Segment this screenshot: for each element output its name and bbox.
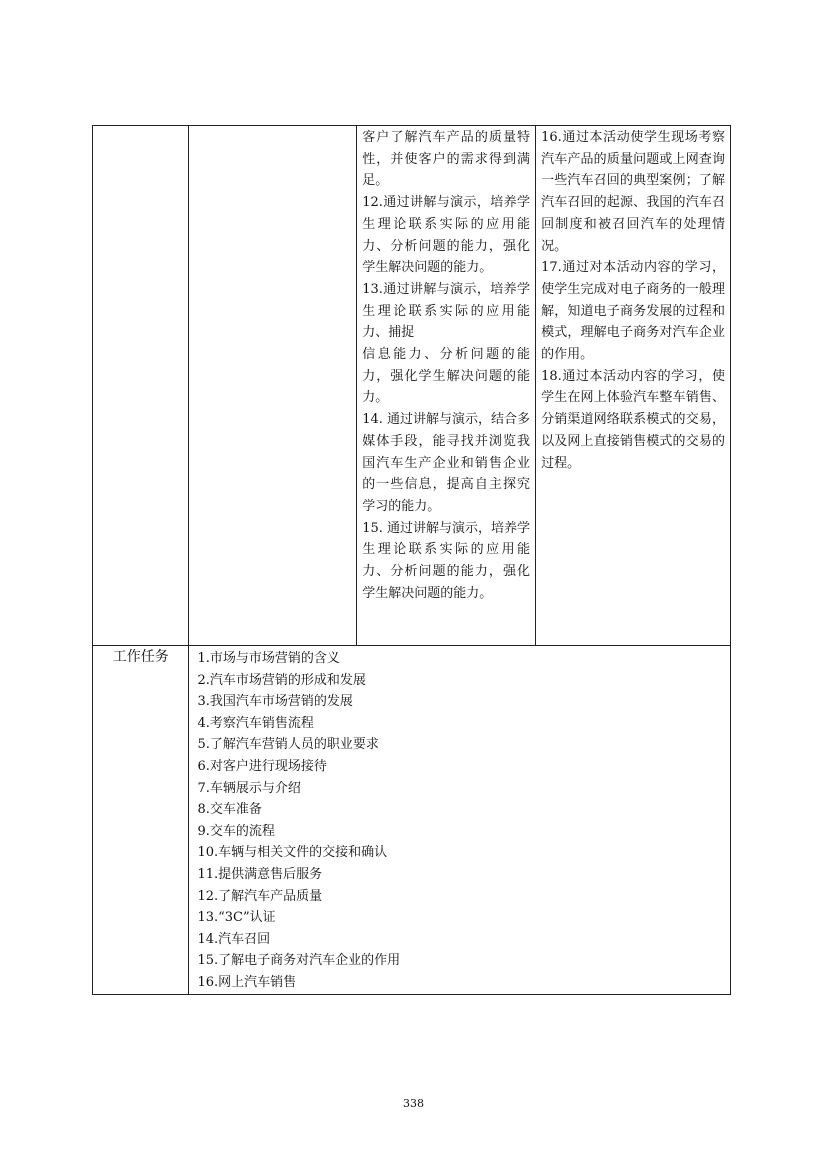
task-item: 2.汽车市场营销的形成和发展 (197, 672, 366, 688)
task-item: 1.市场与市场营销的含义 (197, 651, 340, 666)
task-item: 3.我国汽车市场营销的发展 (197, 694, 353, 710)
task-item: 15.了解电子商务对汽车企业的作用 (197, 953, 401, 969)
empty-cell-2 (189, 126, 357, 646)
task-list (189, 646, 730, 994)
objective-paragraph: 18.通过本活动内容的学习，使学生在网上体验汽车整车销售、分销渠道网络联系模式的交易，以及网上直接销售模式的交易的过程。 (541, 368, 725, 471)
task-item: 9.交车的流程 (197, 823, 275, 839)
task-item: 7.车辆展示与介绍 (197, 780, 301, 796)
page-number: 338 (403, 1097, 424, 1110)
objective-paragraph: 17.通过对本活动内容的学习，使学生完成对电子商务的一般理解，知道电子商务发展的过程和模式，理解电子商务对汽车企业的作用。 (541, 260, 725, 363)
objective-paragraph: 15. 通过讲解与演示，培养学生理论联系实际的应用能力、分析问题的能力，强化学生解决问题的能力。 (362, 520, 531, 601)
tasks-list-cell (189, 646, 731, 995)
task-item: 16.网上汽车销售 (197, 974, 297, 990)
task-item: 12.了解汽车产品质量 (197, 888, 323, 904)
tasks-label-cell (93, 646, 189, 995)
objectives-cell-left (357, 126, 536, 646)
task-item: 11.提供满意售后服务 (197, 866, 323, 882)
tasks-label: 工作任务 (112, 649, 169, 665)
objective-paragraph: 客户了解汽车产品的质量特性，并使客户的需求得到满足。 (362, 130, 531, 189)
objective-paragraph: 14. 通过讲解与演示，结合多媒体手段，能寻找并浏览我国汽车生产企业和销售企业的一些信息，提高自主探究学习的能力。 (362, 412, 531, 514)
objectives-row (93, 126, 731, 646)
objective-paragraph: 16.通过本活动使学生现场考察汽车产品的质量问题或上网查询一些汽车召回的典型案例；了解汽车召回的起源、我国的汽车召回制度和被召回汽车的处理情况。 (541, 130, 725, 254)
objective-paragraph: 13.通过讲解与演示，培养学生理论联系实际的应用能力、捕捉 (362, 281, 531, 341)
task-item: 10.车辆与相关文件的交接和确认 (197, 845, 388, 861)
objectives-cell-right (536, 126, 731, 646)
task-item: 13.“3C”认证 (197, 910, 276, 926)
empty-cell-1 (93, 126, 189, 646)
objective-paragraph: 12.通过讲解与演示，培养学生理论联系实际的应用能力、分析问题的能力，强化学生解决问题的能力。 (362, 195, 531, 276)
tasks-row (93, 646, 731, 995)
course-table (92, 125, 731, 995)
task-item: 14.汽车召回 (197, 931, 271, 947)
task-item: 4.考察汽车销售流程 (197, 715, 314, 731)
task-item: 6.对客户进行现场接待 (197, 758, 327, 774)
task-item: 8.交车准备 (197, 802, 262, 818)
task-item: 5.了解汽车营销人员的职业要求 (197, 737, 379, 753)
objective-paragraph: 信息能力、分析问题的能力，强化学生解决问题的能力。 (362, 347, 531, 406)
